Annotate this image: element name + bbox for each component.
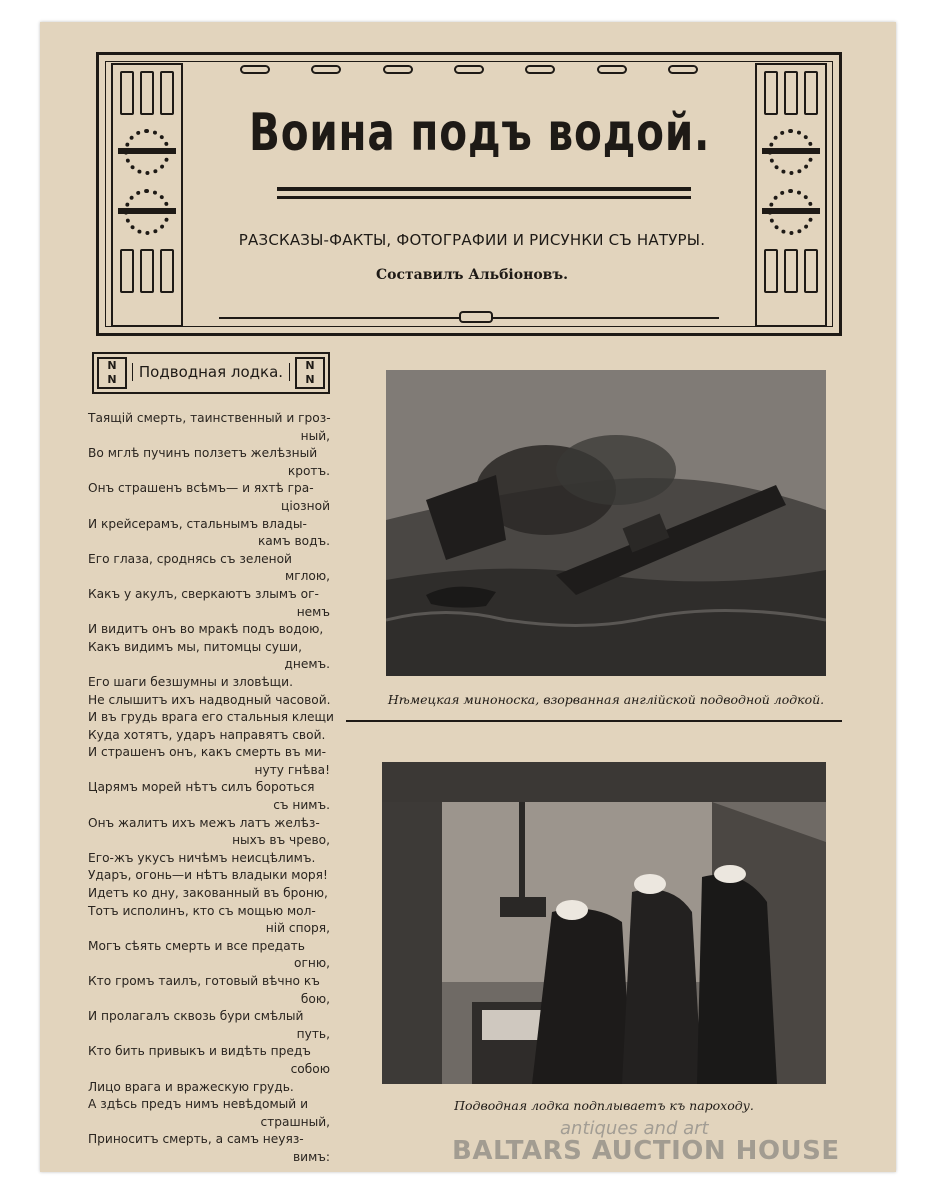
poem-line: И крейсерамъ, стальнымъ влады-: [88, 516, 307, 531]
masthead-top-chain-ornament: [219, 65, 719, 74]
masthead-left-ornament: [111, 63, 183, 327]
poem-line-continuation: днемъ.: [284, 657, 330, 672]
poem-line: Идетъ ко дну, закованный въ броню,: [88, 886, 328, 901]
figure-divider: [346, 720, 842, 722]
poem-line: И видитъ онъ во мракѣ подъ водою,: [88, 622, 324, 637]
poem-line: Онъ страшенъ всѣмъ— и яхтѣ гра-: [88, 481, 314, 496]
poem-line-continuation: нуту гнѣва!: [254, 762, 330, 777]
poem-line-continuation: бою,: [300, 991, 330, 1006]
poem-line-continuation: страшный,: [260, 1114, 330, 1129]
section-heading-box: [92, 352, 330, 394]
poem-line: Кто бить привыкъ и видѣть предъ: [88, 1044, 311, 1059]
section-title: Подводная лодка.: [132, 363, 290, 381]
poem-line-continuation: камъ водъ.: [257, 534, 330, 549]
poem-line: Не слышитъ ихъ надводный часовой.: [88, 692, 331, 707]
poem-line-continuation: ній споря,: [265, 921, 330, 936]
poem-line-continuation: ціозной: [281, 498, 330, 513]
photo-exploding-torpedo-boat: [386, 370, 826, 676]
poem-line: Онъ жалитъ ихъ межъ латъ желѣз-: [88, 815, 320, 830]
poem-line-continuation: съ нимъ.: [273, 798, 330, 813]
anchor-chain-ring-icon: [124, 189, 170, 235]
masthead-inner-frame: [105, 61, 833, 327]
submarine-crew-illustration: [382, 762, 826, 1084]
poem-line-continuation: ный,: [300, 428, 330, 443]
watermark-tagline: antiques and art: [560, 1118, 709, 1139]
poem-line: Его глаза, сроднясь съ зеленой: [88, 551, 292, 566]
poem-line: Какъ у акулъ, сверкаютъ злымъ ог-: [88, 586, 319, 601]
poem-line-continuation: огню,: [294, 956, 330, 971]
poem-line: Тотъ исполинъ, кто съ мощью мол-: [88, 903, 316, 918]
masthead-bottom-ornament: [219, 311, 719, 325]
figure-caption-1: Нѣмецкая миноноска, взорванная англійской подводной лодкой.: [387, 692, 825, 707]
title-underline: [277, 196, 691, 199]
poem-line-continuation: собою: [290, 1061, 330, 1076]
poem-text: [88, 410, 334, 1167]
title-underline: [277, 187, 691, 191]
poem-line: Во мглѣ пучинъ ползетъ желѣзный: [88, 446, 318, 461]
poem-line: Ударъ, огонь—и нѣтъ владыки моря!: [88, 868, 328, 883]
poem-line: Приноситъ смерть, а самъ неуяз-: [88, 1132, 304, 1147]
poem-line: Какъ видимъ мы, питомцы суши,: [88, 639, 302, 654]
compiler-credit: Составилъ Альбіоновъ.: [375, 267, 569, 283]
poem-line: Его шаги безшумны и зловѣщи.: [88, 674, 293, 689]
poem-line: И пролагалъ сквозь бури смѣлый: [88, 1009, 304, 1024]
ornament-square-icon: N N: [295, 357, 325, 389]
poem-line-continuation: ныхъ въ чрево,: [232, 833, 330, 848]
ornament-square-icon: N N: [97, 357, 127, 389]
poem-line: Лицо врага и вражескую грудь.: [88, 1079, 294, 1094]
masthead: [96, 52, 842, 336]
poem-line: Кто громъ таилъ, готовый вѣчно къ: [88, 974, 320, 988]
photo-submarine-interior: [382, 762, 826, 1084]
anchor-chain-ring-icon: [768, 129, 814, 175]
poem-line: Таящій смерть, таинственный и гроз-: [88, 411, 331, 425]
poem-line: Его-жъ укусъ ничѣмъ неисцѣлимъ.: [88, 850, 316, 865]
poem-line: Куда хотятъ, ударъ направятъ свой.: [88, 727, 326, 742]
subtitle: РАЗСКАЗЫ-ФАКТЫ, ФОТОГРАФИИ И РИСУНКИ СЪ НАТУРЫ.: [238, 231, 706, 249]
poem-line-continuation: мглою,: [285, 569, 330, 584]
masthead-right-ornament: [755, 63, 827, 327]
poem-line: И страшенъ онъ, какъ смерть въ ми-: [88, 745, 327, 760]
anchor-chain-ring-icon: [768, 189, 814, 235]
poem-line: И въ грудь врага его стальныя клещи: [88, 710, 334, 725]
watermark-brand: BALTARS AUCTION HOUSE: [452, 1136, 840, 1166]
poem-line-continuation: немъ: [296, 604, 330, 619]
page-title: Воина подъ водой.: [249, 103, 711, 163]
poem-line: Могъ сѣять смерть и все предать: [88, 938, 305, 953]
poem-line: А здѣсь предъ нимъ невѣдомый и: [88, 1097, 308, 1112]
poem-line-continuation: кротъ.: [287, 463, 330, 478]
poem-line-continuation: вимъ:: [292, 1149, 330, 1164]
torpedo-boat-illustration: [386, 370, 826, 676]
figure-caption-2: Подводная лодка подплываетъ къ пароходу.: [454, 1098, 754, 1113]
poem-line-continuation: путь,: [296, 1026, 330, 1041]
poem-line: Царямъ морей нѣтъ силъ бороться: [88, 780, 315, 795]
anchor-chain-ring-icon: [124, 129, 170, 175]
